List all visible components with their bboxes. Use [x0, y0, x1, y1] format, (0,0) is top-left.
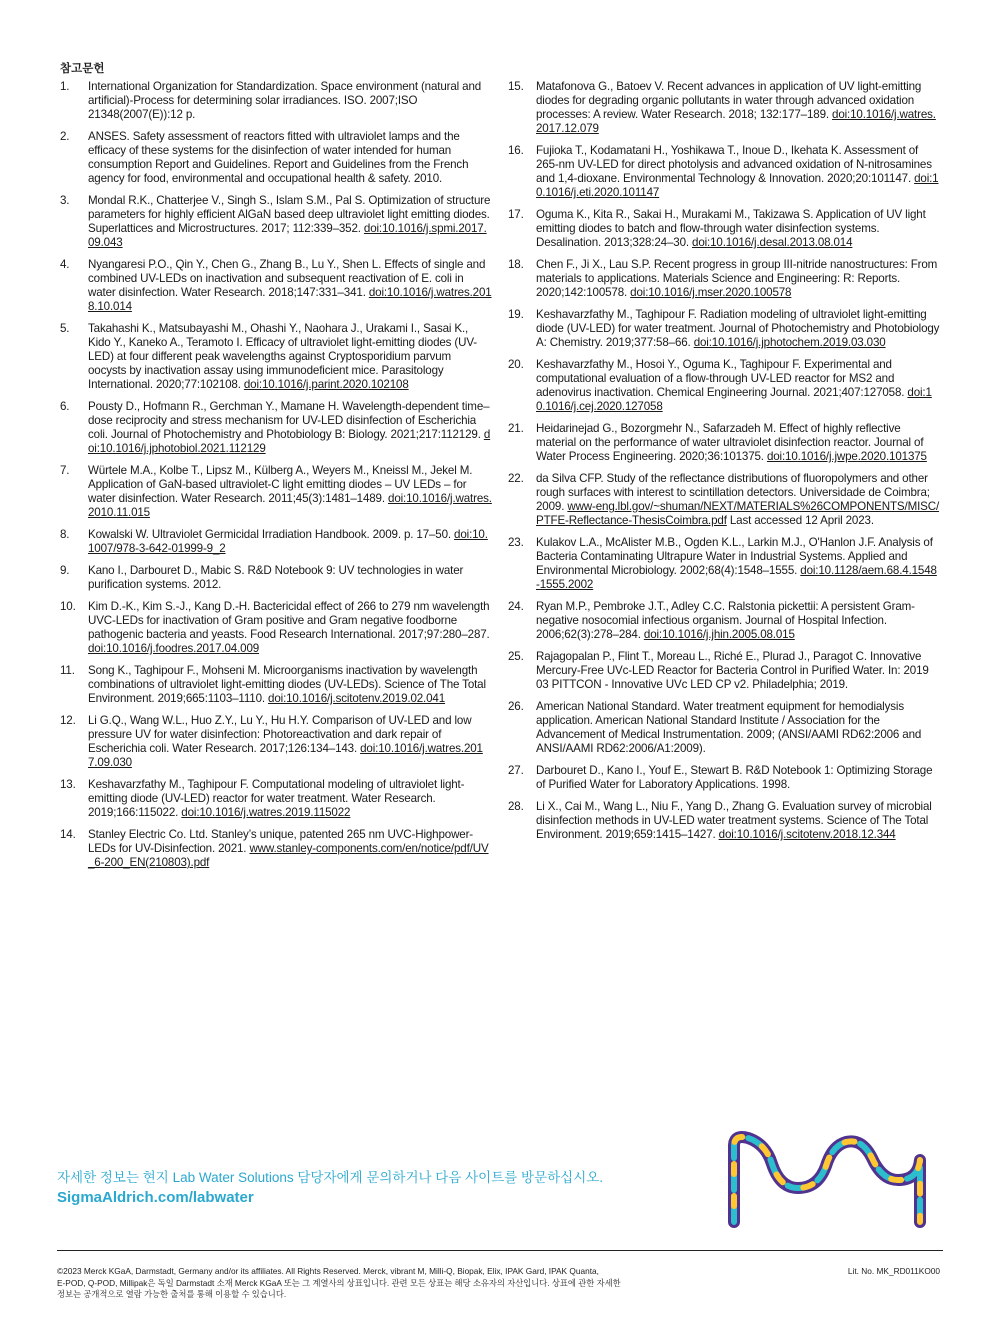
reference-citation: da Silva CFP. Study of the reflectance distributions of fluoropolymers and other rough surfaces with interest to scintillation detectors. Universidade de Coimbra; 2009.: [536, 472, 930, 513]
reference-number: 19.: [508, 308, 524, 321]
reference-number: 11.: [60, 664, 75, 677]
reference-text: [88, 528, 488, 555]
reference-citation: Kim D.-K., Kim S.-J., Kang D.-H. Bactericidal effect of 266 to 279 nm wavelength UVC-LEDs for inactivation of Gram positive and Gram negative foodborne pathogenic bacteria and yeasts. Food Research International. 2017;97:280–287.: [88, 600, 490, 641]
reference-item: [508, 308, 940, 350]
reference-number: 20.: [508, 358, 524, 371]
reference-number: 10.: [60, 600, 76, 613]
reference-text: [88, 322, 477, 391]
reference-citation: Li X., Cai M., Wang L., Niu F., Yang D., Zhang G. Evaluation survey of microbial disinfection methods in UV-LED water treatment systems. Science of The Total Environment. 2019;659:1415–1427.: [536, 800, 932, 841]
reference-item: [60, 778, 492, 820]
reference-citation: Chen F., Ji X., Lau S.P. Recent progress in group III-nitride nanostructures: From materials to applications. Materials Science and Engineering: R: Reports. 2020;142:100578.: [536, 258, 938, 299]
reference-item: [508, 650, 940, 692]
reference-citation: Rajagopalan P., Flint T., Moreau L., Riché E., Plurad J., Paragot C. Innovative Mercury-Free UVc-LED Reactor for Bacteria Control in Purified Water. In: 2019 03 PITTCON - Innovative UVc LED CP v2. Philadelphia; 2019.: [536, 650, 929, 691]
reference-text: [88, 664, 486, 705]
reference-item: [60, 714, 492, 770]
reference-link[interactable]: doi:10.1016/j.watres.2017.09.030: [88, 742, 483, 769]
reference-text: [88, 258, 492, 313]
reference-item: [60, 400, 492, 456]
reference-number: 16.: [508, 144, 524, 157]
reference-link[interactable]: doi:10.1016/j.foodres.2017.04.009: [88, 642, 260, 655]
reference-item: [508, 536, 940, 592]
reference-citation: Pousty D., Hofmann R., Gerchman Y., Mamane H. Wavelength-dependent time–dose reciprocity and stress mechanism for UV-LED disinfection of Escherichia coli. Journal of Photochemistry and Photobiology B: Biology. 2021;217:112129.: [88, 400, 490, 441]
reference-citation: Matafonova G., Batoev V. Recent advances in application of UV light-emitting diodes for degrading organic pollutants in water through advanced oxidation processes: A review. Water Research. 2018; 132:177–189.: [536, 80, 922, 121]
reference-text: [88, 714, 483, 769]
reference-link[interactable]: doi:10.1016/j.cej.2020.127058: [536, 386, 932, 413]
reference-item: [60, 464, 492, 520]
reference-text: [88, 600, 490, 655]
reference-number: 23.: [508, 536, 524, 549]
reference-number: 12.: [60, 714, 76, 727]
legal-line: ©2023 Merck KGaA, Darmstadt, Germany and/or its affiliates. All Rights Reserved. Merck, vibrant M, Milli-Q, Biopak, Elix, IPAK Gard, IPAK Quanta,: [57, 1266, 599, 1276]
reference-text: [536, 358, 932, 413]
reference-number: 15.: [508, 80, 524, 93]
reference-number: 9.: [60, 564, 70, 577]
reference-link[interactable]: doi:10.1007/978-3-642-01999-9_2: [88, 528, 488, 555]
reference-citation: Darbouret D., Kano I., Youf E., Stewart B. R&D Notebook 1: Optimizing Storage of Purified Water for Laboratory Applications. 1998.: [536, 764, 933, 791]
reference-text: [536, 700, 921, 755]
reference-text: [88, 778, 464, 819]
reference-text: [536, 650, 929, 691]
reference-citation: Keshavarzfathy M., Taghipour F. Computational modeling of ultraviolet light-emitting diode (UV-LED) reactor for water treatment. Water Research. 2019;166:115022.: [88, 778, 465, 819]
reference-number: 28.: [508, 800, 524, 813]
reference-link[interactable]: www-eng.lbl.gov/~shuman/NEXT/MATERIALS%26COMPONENTS/MISC/PTFE-Reflectance-ThesisCoimbra.pdf: [536, 500, 940, 527]
reference-number: 5.: [60, 322, 70, 335]
reference-text: [536, 800, 932, 841]
reference-text: [88, 828, 489, 869]
reference-link[interactable]: doi:10.1016/j.jphotobiol.2021.112129: [88, 428, 491, 455]
contact-text: 자세한 정보는 현지 Lab Water Solutions 담당자에게 문의하거나 다음 사이트를 방문하십시오.: [57, 1170, 604, 1185]
reference-citation: American National Standard. Water treatment equipment for hemodialysis application. American National Standard Institute / Association for the Advancement of Medical Instrumentation. 2009; (ANSI/AAMI RD62:2006 and ANSI/AAMI RD62:2006/A1:2009).: [536, 700, 922, 755]
reference-citation: Oguma K., Kita R., Sakai H., Murakami M., Takizawa S. Application of UV light emitting diodes to batch and flow-through water disinfection systems. Desalination. 2013;328:24–30.: [536, 208, 926, 249]
reference-item: [508, 600, 940, 642]
reference-number: 25.: [508, 650, 524, 663]
reference-citation: International Organization for Standardization. Space environment (natural and artificial)-Process for determining solar irradiances. ISO. 2007;ISO 21348(2007(E)):12 p.: [88, 80, 482, 121]
reference-item: [60, 80, 492, 122]
references-column-right: [508, 80, 940, 850]
merck-m-logo: [722, 1124, 932, 1234]
reference-citation: Würtele M.A., Kolbe T., Lipsz M., Külberg A., Weyers M., Kneissl M., Jekel M. Application of GaN-based ultraviolet-C light emitting diodes – UV LEDs – for water disinfection. Water Research. 2011;45(3):1481–1489.: [88, 464, 473, 505]
reference-link[interactable]: doi:10.1016/j.jwpe.2020.101375: [766, 450, 927, 463]
reference-citation: Kowalski W. Ultraviolet Germicidal Irradiation Handbook. 2009. p. 17–50.: [88, 528, 455, 541]
reference-citation: Heidarinejad G., Bozorgmehr N., Safarzadeh M. Effect of highly reflective material on the performance of water ultraviolet disinfection reactor. Journal of Water Process Engineering. 2020;36:101375.: [536, 422, 924, 463]
reference-text: [536, 80, 936, 135]
reference-number: 4.: [60, 258, 70, 271]
reference-citation: Kulakov L.A., McAlister M.B., Ogden K.L., Larkin M.J., O'Hanlon J.F. Analysis of Bacteria Contaminating Ultrapure Water in Industrial Systems. Applied and Environmental Microbiology. 2002;68(4):1548–1555.: [536, 536, 933, 577]
reference-number: 27.: [508, 764, 524, 777]
reference-number: 6.: [60, 400, 70, 413]
legal-line: 정보는 공개적으로 열람 가능한 출처를 통해 이용할 수 있습니다.: [57, 1289, 287, 1299]
reference-link[interactable]: doi:10.1016/j.watres.2010.11.015: [88, 492, 492, 519]
reference-link[interactable]: doi:10.1016/j.jphotochem.2019.03.030: [693, 336, 886, 349]
reference-text: [88, 80, 481, 121]
reference-citation: Nyangaresi P.O., Qin Y., Chen G., Zhang B., Lu Y., Shen L. Effects of single and combined UV-LEDs on inactivation and subsequent reactivation of E. coli in water disinfection. Water Research. 2018;147:331–341.: [88, 258, 486, 299]
reference-number: 13.: [60, 778, 76, 791]
reference-number: 26.: [508, 700, 524, 713]
reference-text: [536, 144, 938, 199]
reference-item: [508, 700, 940, 756]
reference-text: [88, 564, 463, 591]
reference-link[interactable]: doi:10.1128/aem.68.4.1548-1555.2002: [536, 564, 937, 591]
reference-citation: Keshavarzfathy M., Taghipour F. Radiation modeling of ultraviolet light-emitting diode (UV-LED) for water treatment. Journal of Photochemistry and Photobiology A: Chemistry. 2019;377:58–66.: [536, 308, 940, 349]
reference-item: [60, 322, 492, 392]
reference-link[interactable]: doi:10.1016/j.scitotenv.2018.12.344: [718, 828, 896, 841]
reference-citation: Kano I., Darbouret D., Mabic S. R&D Notebook 9: UV technologies in water purification systems. 2012.: [88, 564, 464, 591]
reference-link[interactable]: doi:10.1016/j.desal.2013.08.014: [692, 236, 853, 249]
reference-item: [508, 422, 940, 464]
reference-text: [536, 308, 939, 349]
reference-number: 3.: [60, 194, 70, 207]
reference-text: [536, 208, 926, 249]
reference-number: 17.: [508, 208, 524, 221]
website-link[interactable]: SigmaAldrich.com/labwater: [57, 1189, 254, 1206]
reference-item: [60, 528, 492, 556]
reference-text: [88, 400, 490, 455]
reference-text: [536, 422, 927, 463]
footer-divider: [57, 1250, 943, 1251]
reference-link[interactable]: doi:10.1016/j.watres.2017.12.079: [536, 108, 936, 135]
reference-link[interactable]: doi:10.1016/j.spmi.2017.09.043: [88, 222, 487, 249]
reference-citation: Song K., Taghipour F., Mohseni M. Microorganisms inactivation by wavelength combinations of ultraviolet light-emitting diodes (UV-LEDs). Science of The Total Environment. 2019;665:1103–1110.: [88, 664, 486, 705]
reference-item: [508, 208, 940, 250]
reference-number: 2.: [60, 130, 70, 143]
reference-number: 7.: [60, 464, 70, 477]
reference-text: [536, 764, 932, 791]
reference-citation: Ryan M.P., Pembroke J.T., Adley C.C. Ralstonia pickettii: A persistent Gram-negative nosocomial infectious organism. Journal of Hospital Infection. 2006;62(3):278–284.: [536, 600, 915, 641]
reference-link[interactable]: doi:10.1016/j.scitotenv.2019.02.041: [268, 692, 446, 705]
reference-item: [60, 600, 492, 656]
reference-text: [88, 464, 492, 519]
reference-item: [508, 472, 940, 528]
reference-number: 24.: [508, 600, 524, 613]
reference-number: 18.: [508, 258, 524, 271]
reference-link[interactable]: doi:10.1016/j.jhin.2005.08.015: [643, 628, 795, 641]
reference-item: [508, 800, 940, 842]
reference-text: [536, 472, 939, 527]
reference-text: [536, 258, 937, 299]
reference-item: [60, 194, 492, 250]
reference-item: [508, 144, 940, 200]
legal-line: E-POD, Q-POD, Millipak은 독일 Darmstadt 소재 Merck KGaA 또는 그 계열사의 상표입니다. 관련 모든 상표는 해당 소유자의 자산입니다. 상표에 관한 자세한: [57, 1277, 621, 1288]
reference-item: [60, 564, 492, 592]
references-heading: 참고문헌: [60, 63, 105, 75]
reference-citation: ANSES. Safety assessment of reactors fitted with ultraviolet lamps and the efficacy of these systems for the disinfection of water intended for human consumption Report and Guidelines. Report and Guidelines from the French agency for food, environmental and occupational health & safety. 2010.: [88, 130, 469, 185]
reference-link[interactable]: www.stanley-components.com/en/notice/pdf/UV_6-200_EN(210803).pdf: [88, 842, 489, 869]
reference-text: [536, 536, 937, 591]
reference-link[interactable]: doi:10.1016/j.watres.2019.115022: [181, 806, 351, 819]
reference-citation: Li G.Q., Wang W.L., Huo Z.Y., Lu Y., Hu H.Y. Comparison of UV-LED and low pressure UV for water disinfection: Photoreactivation and dark repair of Escherichia coli. Water Research. 2017;126:134–143.: [88, 714, 472, 755]
reference-item: [508, 764, 940, 792]
reference-number: 1.: [60, 80, 70, 93]
reference-citation: Fujioka T., Kodamatani H., Yoshikawa T., Inoue D., Ikehata K. Assessment of 265-nm UV-LED for direct photolysis and advanced oxidation of N-nitrosamines and 1,4-dioxane. Environmental Technology & Innovation. 2020;20:101147.: [536, 144, 932, 185]
reference-item: [60, 130, 492, 186]
reference-citation: Keshavarzfathy M., Hosoi Y., Oguma K., Taghipour F. Experimental and computational evaluation of a flow-through UV-LED reactor for MS2 and adenovirus inactivation. Chemical Engineering Journal. 2021;407:127058.: [536, 358, 908, 399]
reference-item: [60, 258, 492, 314]
reference-link[interactable]: doi:10.1016/j.eti.2020.101147: [536, 172, 939, 199]
reference-text: [88, 130, 468, 185]
reference-item: [508, 258, 940, 300]
reference-text: [88, 194, 490, 249]
reference-citation: Stanley Electric Co. Ltd. Stanley’s unique, patented 265 nm UVC-Highpower-LEDs for UV-Disinfection. 2021.: [88, 828, 474, 855]
reference-citation: Mondal R.K., Chatterjee V., Singh S., Islam S.M., Pal S. Optimization of structure parameters for highly efficient AlGaN based deep ultraviolet light emitting diodes. Superlattices and Microstructures. 2017; 112:339–352.: [88, 194, 491, 235]
reference-item: [60, 828, 492, 870]
literature-number: Lit. No. MK_RD011KO00: [847, 1266, 940, 1276]
contact-callout: [57, 1168, 603, 1208]
reference-number: 14.: [60, 828, 76, 841]
references-column-left: [60, 80, 492, 878]
reference-item: [508, 80, 940, 136]
reference-note: Last accessed 12 April 2023.: [726, 514, 874, 527]
reference-citation: Takahashi K., Matsubayashi M., Ohashi Y., Naohara J., Urakami I., Sasai K., Kido Y., Kaneko A., Teramoto I. Efficacy of ultraviolet light-emitting diodes (UV-LED) at four different peak wavelengths against Cryptosporidium parvum oocysts by inactivation assay using immunodeficient mice. Parasitology International. 2020;77:102108.: [88, 322, 477, 391]
reference-number: 21.: [508, 422, 524, 435]
legal-notice: [57, 1266, 697, 1301]
reference-link[interactable]: doi:10.1016/j.watres.2018.10.014: [88, 286, 492, 313]
reference-number: 8.: [60, 528, 70, 541]
reference-number: 22.: [508, 472, 524, 485]
reference-link[interactable]: doi:10.1016/j.mser.2020.100578: [630, 286, 792, 299]
reference-item: [508, 358, 940, 414]
reference-item: [60, 664, 492, 706]
reference-text: [536, 600, 915, 641]
reference-link[interactable]: doi:10.1016/j.parint.2020.102108: [243, 378, 409, 391]
